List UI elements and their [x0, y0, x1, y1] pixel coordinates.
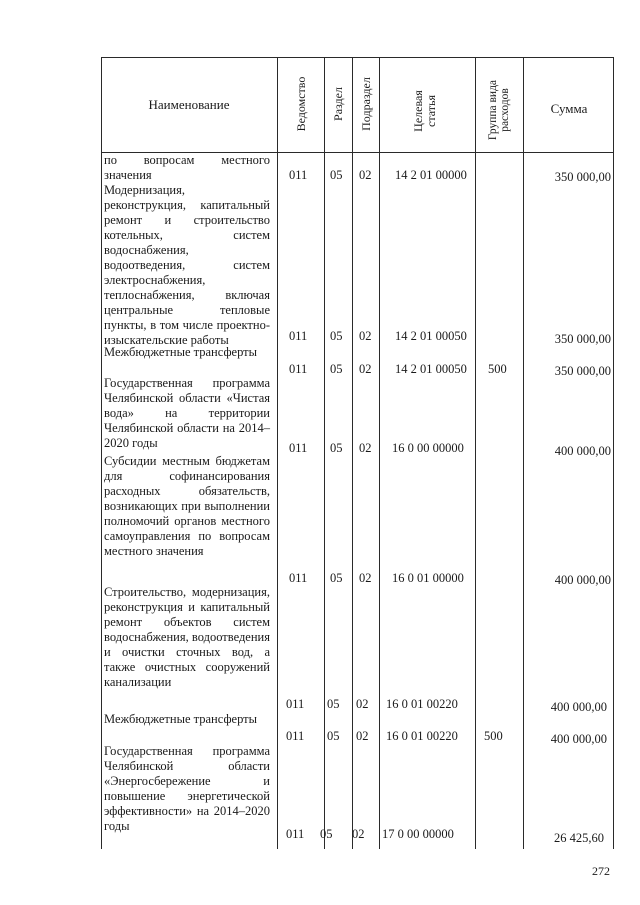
row-target-article: 14 2 01 00050 — [395, 362, 467, 376]
row-section: 05 — [327, 729, 340, 743]
col-divider-4 — [379, 57, 380, 849]
row-department: 011 — [289, 571, 308, 585]
row-subsection: 02 — [359, 329, 372, 343]
row-subsection: 02 — [359, 571, 372, 585]
row-subsection: 02 — [359, 362, 372, 376]
row-sum: 400 000,00 — [550, 732, 607, 746]
row-section: 05 — [330, 441, 343, 455]
row-expense-group: 500 — [488, 362, 507, 376]
col-divider-1 — [277, 57, 278, 849]
header-target-article-line1: Целевая — [411, 90, 425, 132]
row-name: Государственная программа Челябинской области «Чистая вода» на территории Челябинской области на 2014–2020 годы — [104, 376, 270, 450]
row-sum: 350 000,00 — [554, 364, 611, 378]
row-target-article: 14 2 01 00050 — [395, 329, 467, 343]
header-expense-group-line1: Группа вида — [487, 79, 499, 141]
row-section: 05 — [327, 697, 340, 711]
row-target-article: 14 2 01 00000 — [395, 168, 467, 182]
row-target-article: 16 0 01 00220 — [386, 729, 458, 743]
row-name: Модернизация, реконструкция, капитальный ремонт и строительство котельных, систем водоснабжения, водоотведения, систем электроснабжения, теплоснабжения, включая центральные тепловые пункты, в том числе проектно-изыскательские работы — [104, 183, 270, 347]
row-subsection: 02 — [356, 697, 369, 711]
row-section: 05 — [330, 362, 343, 376]
col-divider-5 — [475, 57, 476, 849]
row-department: 011 — [289, 168, 308, 182]
row-subsection: 02 — [359, 441, 372, 455]
row-subsection: 02 — [356, 729, 369, 743]
header-subsection: Подраздел — [359, 77, 373, 131]
row-department: 011 — [286, 697, 305, 711]
header-department: Ведомство — [294, 76, 308, 132]
row-target-article: 16 0 00 00000 — [392, 441, 464, 455]
row-department: 011 — [289, 362, 308, 376]
header-target-article — [410, 60, 440, 150]
row-sum: 350 000,00 — [554, 332, 611, 346]
row-department: 011 — [289, 441, 308, 455]
row-sum: 400 000,00 — [550, 700, 607, 714]
header-target-article-line2: статья — [424, 95, 438, 127]
row-target-article: 16 0 01 00000 — [392, 571, 464, 585]
row-name: Строительство, модернизация, реконструкция и капитальный ремонт объектов систем водоснабжения, водоотведения и очистки сточных вод, а также очистных сооружений канализации — [104, 585, 270, 689]
table-border-left — [101, 57, 102, 849]
row-section: 05 — [330, 168, 343, 182]
row-expense-group: 500 — [484, 729, 503, 743]
row-target-article: 17 0 00 00000 — [382, 827, 454, 841]
row-name: Межбюджетные трансферты — [104, 712, 258, 726]
row-department: 011 — [286, 827, 305, 841]
row-sum: 400 000,00 — [554, 573, 611, 587]
header-expense-group-line2: расходов — [499, 88, 511, 132]
header-top-border — [101, 57, 614, 58]
row-subsection: 02 — [359, 168, 372, 182]
page-number: 272 — [592, 864, 610, 878]
table-border-right — [613, 57, 614, 849]
col-divider-3 — [352, 57, 353, 849]
row-sum: 350 000,00 — [554, 170, 611, 184]
row-sum: 400 000,00 — [554, 444, 611, 458]
row-section: 05 — [330, 571, 343, 585]
row-section: 05 — [320, 827, 333, 841]
row-sum: 26 425,60 — [554, 831, 604, 845]
row-name: Субсидии местным бюджетам для софинансирования расходных обязательств, возникающих при выполнении полномочий органов местного самоуправления по вопросам местного значения — [104, 454, 270, 558]
row-name: Государственная программа Челябинской области «Энергосбережение и повышение энергетической эффективности» на 2014–2020 годы — [104, 744, 270, 833]
row-target-article: 16 0 01 00220 — [386, 697, 458, 711]
header-name: Наименование — [148, 97, 230, 112]
row-subsection: 02 — [352, 827, 365, 841]
row-department: 011 — [286, 729, 305, 743]
header-sum: Сумма — [550, 101, 588, 116]
col-divider-6 — [523, 57, 524, 849]
header-section: Раздел — [331, 87, 345, 121]
row-name: Межбюджетные трансферты — [104, 345, 258, 359]
row-department: 011 — [289, 329, 308, 343]
row-section: 05 — [330, 329, 343, 343]
row-name: по вопросам местного значения — [104, 153, 270, 182]
col-divider-2 — [324, 57, 325, 849]
header-expense-group — [484, 60, 514, 150]
